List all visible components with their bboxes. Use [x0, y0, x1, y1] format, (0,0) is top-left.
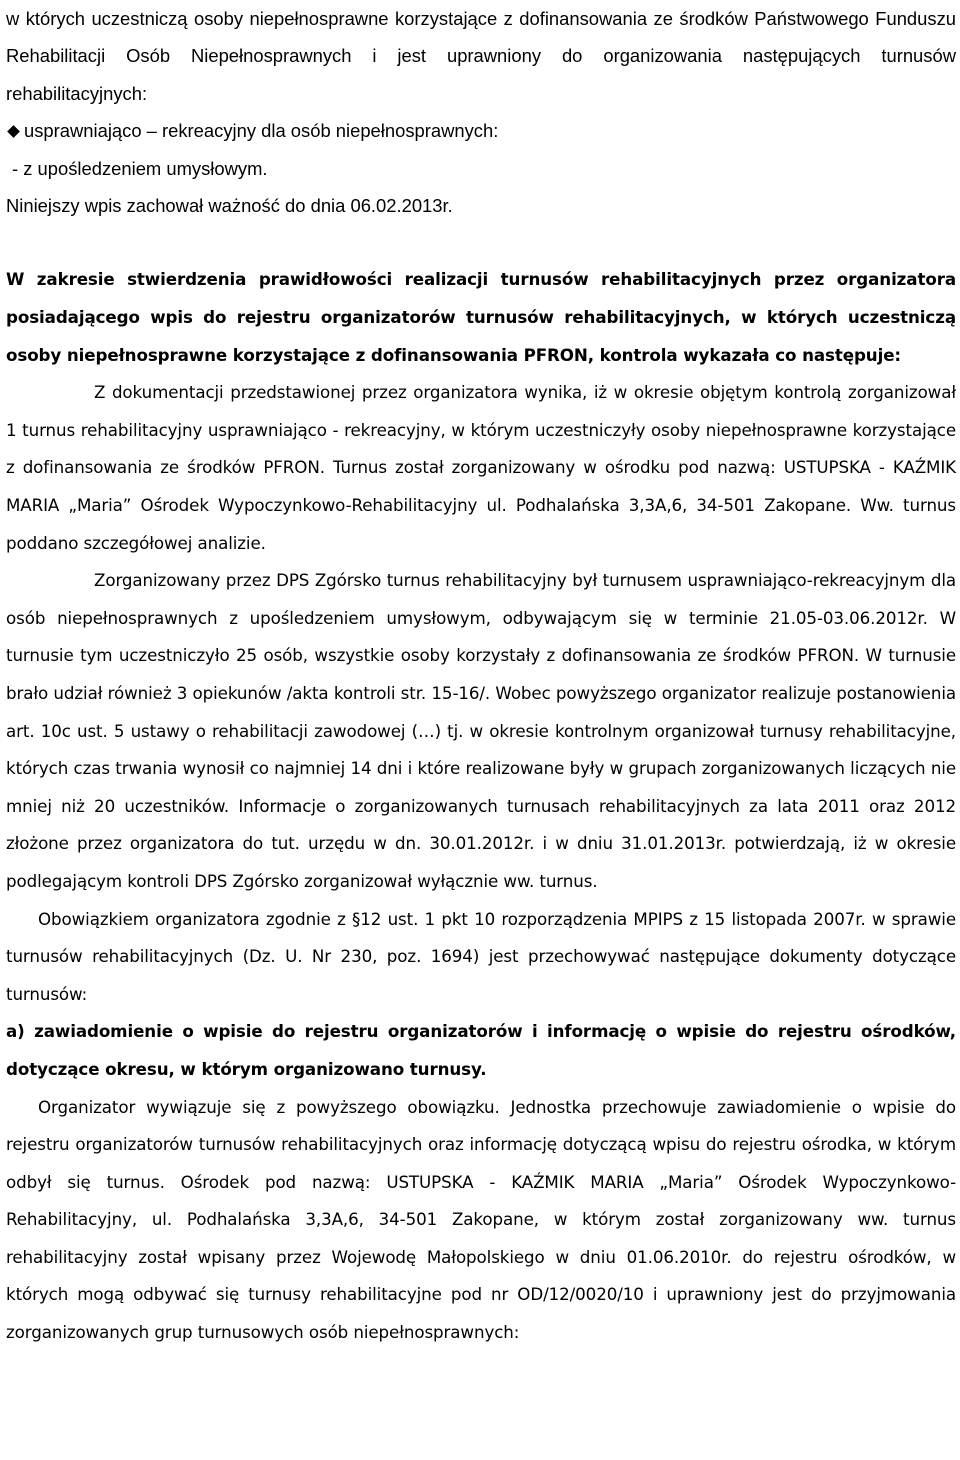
document-page: [6, 0, 956, 1352]
paragraph-turnus-details: Zorganizowany przez DPS Zgórsko turnus rehabilitacyjny był turnusem usprawniająco-rekreacyjnym dla osób niepełnosprawnych z upośledzeniem umysłowym, odbywającym się w terminie 21.05-03.06.2012r. W turnusie tym uczestniczyło 25 osób, wszystkie osoby korzystały z dofinansowania ze środków PFRON. W turnusie brało udział również 3 opiekunów /akta kontroli str. 15-16/. Wobec powyższego organizator realizuje postanowienia art. 10c ust. 5 ustawy o rehabilitacji zawodowej (…) tj. w okresie kontrolnym organizował turnusy rehabilitacyjne, których czas trwania wynosił co najmniej 14 dni i które realizowane były w grupach zorganizowanych liczących nie mniej niż 20 uczestników. Informacje o zorganizowanych turnusach rehabilitacyjnych za lata 2011 oraz 2012 złożone przez organizatora do tut. urzędu w dn. 30.01.2012r. i w dniu 31.01.2013r. potwierdzają, iż w okresie podlegającym kontroli DPS Zgórsko zorganizował wyłącznie ww. turnus.: [6, 570, 956, 891]
paragraph-obowiazek: Obowiązkiem organizatora zgodnie z §12 ust. 1 pkt 10 rozporządzenia MPIPS z 15 listopada 2007r. w sprawie turnusów rehabilitacyjnych (Dz. U. Nr 230, poz. 1694) jest przechowywać następujące dokumenty dotyczące turnusów:: [6, 908, 956, 1004]
point-a: a) zawiadomienie o wpisie do rejestru organizatorów i informację o wpisie do rejestru ośrodków, dotyczące okresu, w którym organizowano turnusy.: [6, 1021, 956, 1079]
bullet-item: [6, 112, 956, 149]
bullet-item-text: usprawniająco – rekreacyjny dla osób niepełnosprawnych:: [24, 120, 499, 142]
findings-body: [6, 374, 956, 1351]
validity-note: Niniejszy wpis zachował ważność do dnia 06.02.2013r.: [6, 195, 453, 217]
findings-heading: W zakresie stwierdzenia prawidłowości realizacji turnusów rehabilitacyjnych przez organizatora posiadającego wpis do rejestru organizatorów turnusów rehabilitacyjnych, w których uczestniczą osoby niepełnosprawne korzystające z dofinansowania PFRON, kontrola wykazała co następuje:: [6, 269, 956, 365]
intro-paragraph: w których uczestniczą osoby niepełnosprawne korzystające z dofinansowania ze środków Państwowego Funduszu Rehabilitacji Osób Niepełnosprawnych i jest uprawniony do organizowania następujących turnusów rehabilitacyjnych:: [6, 8, 956, 104]
paragraph-organizator: Organizator wywiązuje się z powyższego obowiązku. Jednostka przechowuje zawiadomienie o wpisie do rejestru organizatorów turnusów rehabilitacyjnych oraz informację dotyczącą wpisu do rejestru ośrodka, w którym odbył się turnus. Ośrodek pod nazwą: USTUPSKA - KAŹMIK MARIA „Maria” Ośrodek Wypoczynkowo-Rehabilitacyjny, ul. Podhalańska 3,3A,6, 34-501 Zakopane, w którym został zorganizowany ww. turnus rehabilitacyjny został wpisany przez Wojewodę Małopolskiego w dniu 01.06.2010r. do rejestru ośrodków, w których mogą odbywać się turnusy rehabilitacyjne pod nr OD/12/0020/10 i uprawniony jest do przyjmowania zorganizowanych grup turnusowych osób niepełnosprawnych:: [6, 1096, 956, 1343]
diamond-bullet-icon: [7, 125, 20, 138]
intro-section: [6, 0, 956, 224]
paragraph-dokumentacja: Z dokumentacji przedstawionej przez organizatora wynika, iż w okresie objętym kontrolą zorganizował 1 turnus rehabilitacyjny usprawniająco - rekreacyjny, w którym uczestniczyły osoby niepełnosprawne korzystające z dofinansowania ze środków PFRON. Turnus został zorganizowany w ośrodku pod nazwą: USTUPSKA - KAŹMIK MARIA „Maria” Ośrodek Wypoczynkowo-Rehabilitacyjny ul. Podhalańska 3,3A,6, 34-501 Zakopane. Ww. turnus poddano szczegółowej analizie.: [6, 382, 956, 553]
sub-item: - z upośledzeniem umysłowym.: [12, 157, 268, 179]
